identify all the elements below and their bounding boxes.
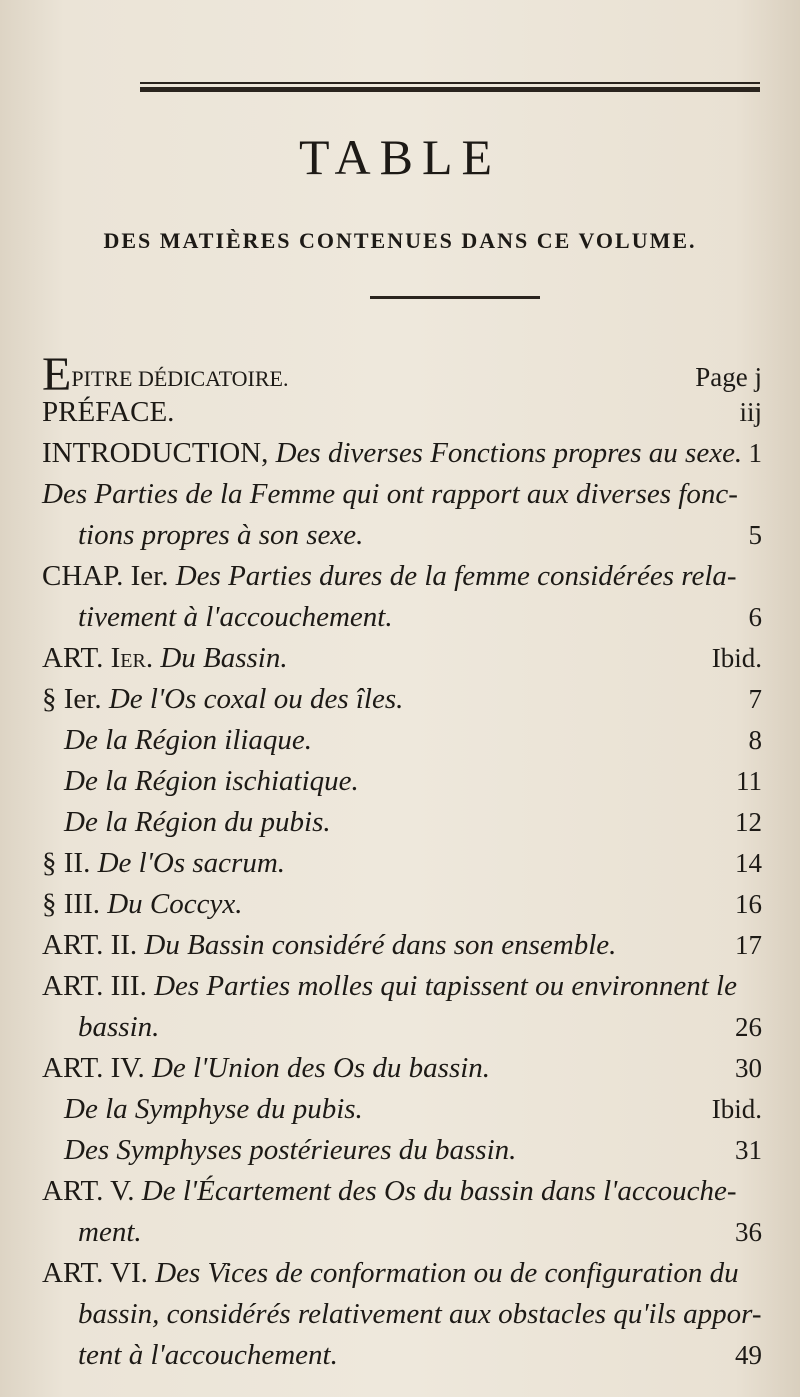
toc-entry: bassin, considérés relativement aux obstacles qu'ils appor- — [78, 1298, 762, 1330]
page-title: TABLE — [298, 129, 502, 185]
toc-entry: De la Région ischiatique. — [64, 765, 359, 797]
toc-page-number: Page j — [695, 362, 762, 392]
toc-entry: CHAP. Ier. Des Parties dures de la femme considérées rela- — [42, 560, 737, 592]
toc-entry: Des Parties de la Femme qui ont rapport aux diverses fonc- — [42, 478, 738, 510]
toc-page-number: iij — [739, 397, 762, 427]
toc-entry: De la Symphyse du pubis. — [64, 1093, 363, 1125]
toc-entry: PRÉFACE. — [42, 396, 175, 428]
toc-entry: § Ier. De l'Os coxal ou des îles. — [42, 683, 404, 715]
toc-page-number: 8 — [748, 725, 762, 755]
toc-page-number: 5 — [748, 520, 762, 550]
toc-entry: De la Région iliaque. — [64, 724, 313, 756]
toc-page-number: 31 — [735, 1135, 762, 1165]
toc-page-number: 1 — [748, 438, 762, 468]
toc-page-number: Ibid. — [711, 643, 762, 673]
toc-entry: bassin. — [78, 1011, 160, 1043]
toc-page-number: 36 — [735, 1217, 762, 1247]
toc-entry: INTRODUCTION, Des diverses Fonctions propres au sexe. — [42, 437, 743, 469]
toc-entry: § II. De l'Os sacrum. — [42, 847, 286, 879]
toc-page-number: 11 — [736, 766, 762, 796]
toc-entry: ART. IV. De l'Union des Os du bassin. — [42, 1052, 491, 1084]
toc-entry: ART. Ier. Du Bassin. — [42, 642, 288, 674]
toc-entry: ART. II. Du Bassin considéré dans son ensemble. — [42, 929, 617, 961]
toc-page-number: 7 — [748, 684, 762, 714]
toc-page-number: 30 — [735, 1053, 762, 1083]
toc-page-number: 26 — [735, 1012, 762, 1042]
toc-entry: tions propres à son sexe. — [78, 519, 364, 551]
toc-page-number: 49 — [735, 1340, 762, 1370]
toc-entry: EPITRE DÉDICATOIRE. — [42, 348, 289, 401]
toc-entry: tent à l'accouchement. — [78, 1339, 338, 1371]
toc-entry: ART. V. De l'Écartement des Os du bassin dans l'accouche- — [42, 1175, 737, 1207]
toc-entry: § III. Du Coccyx. — [42, 888, 243, 920]
page-subtitle: DES MATIÈRES CONTENUES DANS CE VOLUME. — [103, 228, 697, 253]
toc-page-number: 14 — [735, 848, 762, 878]
toc-entry: Des Symphyses postérieures du bassin. — [64, 1134, 517, 1166]
toc-page-number: Ibid. — [711, 1094, 762, 1124]
toc-page-number: 12 — [735, 807, 762, 837]
toc-entry: ART. VI. Des Vices de conformation ou de configuration du — [42, 1257, 739, 1289]
toc-entry: ment. — [78, 1216, 142, 1248]
toc-page-number: 17 — [735, 930, 762, 960]
toc-page-number: 16 — [735, 889, 762, 919]
toc-entry: tivement à l'accouchement. — [78, 601, 393, 633]
toc-page-number: 6 — [748, 602, 762, 632]
toc-entry: ART. III. Des Parties molles qui tapissent ou environnent le — [42, 970, 737, 1002]
toc-entry: De la Région du pubis. — [64, 806, 331, 838]
